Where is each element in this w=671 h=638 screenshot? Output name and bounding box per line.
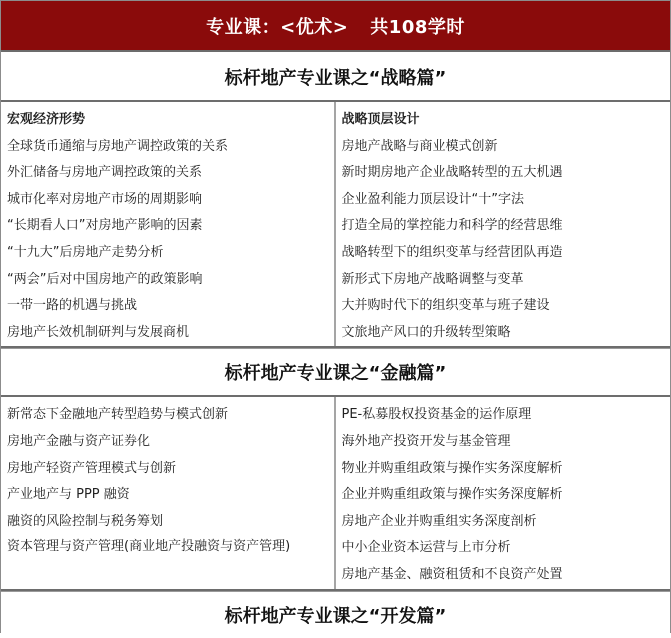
list-item: 新形式下房地产战略调整与变革	[341, 271, 524, 287]
list-item: 海外地产投资开发与基金管理	[341, 433, 511, 449]
list-item: 新常态下金融地产转型趋势与模式创新	[7, 407, 229, 423]
finance-right-column	[336, 397, 671, 588]
list-item: 房地产企业并购重组实务深度剖析	[341, 513, 537, 529]
list-item: 城市化率对房地产市场的周期影响	[7, 191, 203, 207]
list-item: 房地产轻资产管理模式与创新	[7, 460, 177, 476]
list-item: 房地产金融与资产证券化	[7, 433, 151, 449]
list-item: “长期看人口”对房地产影响的因素	[7, 218, 203, 234]
list-item: 资本管理与资产管理(商业地产投融资与资产管理)	[7, 539, 291, 555]
section-title-strategy: 标杆地产专业课之“战略篇”	[1, 52, 670, 102]
list-item: PE-私募股权投资基金的运作原理	[341, 407, 532, 423]
list-item: 企业并购重组政策与操作实务深度解析	[341, 487, 563, 503]
list-item: 融资的风险控制与税务筹划	[7, 513, 164, 529]
banner-total-hours: 共108学时	[370, 16, 465, 38]
section-title-finance: 标杆地产专业课之“金融篇”	[1, 348, 670, 397]
list-item: 企业盈利能力顶层设计“十”字法	[341, 191, 524, 207]
course-banner	[1, 1, 670, 52]
section-finance-grid	[1, 397, 670, 590]
list-item: 房地产长效机制研判与发展商机	[7, 324, 190, 340]
list-item: 新时期房地产企业战略转型的五大机遇	[341, 165, 563, 181]
list-item: 全球货币通缩与房地产调控政策的关系	[7, 138, 229, 154]
finance-left-column	[1, 397, 336, 588]
list-item: 大并购时代下的组织变革与班子建设	[341, 298, 550, 314]
banner-course-type: 专业课：<优术>	[206, 16, 349, 38]
section-strategy-grid	[1, 102, 670, 348]
list-item: 文旅地产风口的升级转型策略	[341, 324, 511, 340]
list-item: 战略转型下的组织变革与经营团队再造	[341, 244, 563, 260]
list-item: 物业并购重组政策与操作实务深度解析	[341, 460, 563, 476]
list-item: “十九大”后房地产走势分析	[7, 244, 164, 260]
list-item: 房地产战略与商业模式创新	[341, 138, 498, 154]
strategy-right-column	[336, 102, 671, 346]
list-item: 房地产基金、融资租赁和不良资产处置	[341, 566, 563, 582]
list-item: 一带一路的机遇与挑战	[7, 298, 138, 314]
list-item: 外汇储备与房地产调控政策的关系	[7, 165, 203, 181]
column-heading: 宏观经济形势	[7, 112, 86, 127]
column-heading: 战略顶层设计	[341, 112, 420, 127]
section-title-development: 标杆地产专业课之“开发篇”	[1, 591, 670, 638]
list-item: 中小企业资本运营与上市分析	[341, 540, 511, 556]
list-item: “两会”后对中国房地产的政策影响	[7, 271, 203, 287]
strategy-left-column	[1, 102, 336, 346]
list-item: 产业地产与 PPP 融资	[7, 487, 130, 503]
list-item: 打造全局的掌控能力和科学的经营思维	[341, 218, 563, 234]
